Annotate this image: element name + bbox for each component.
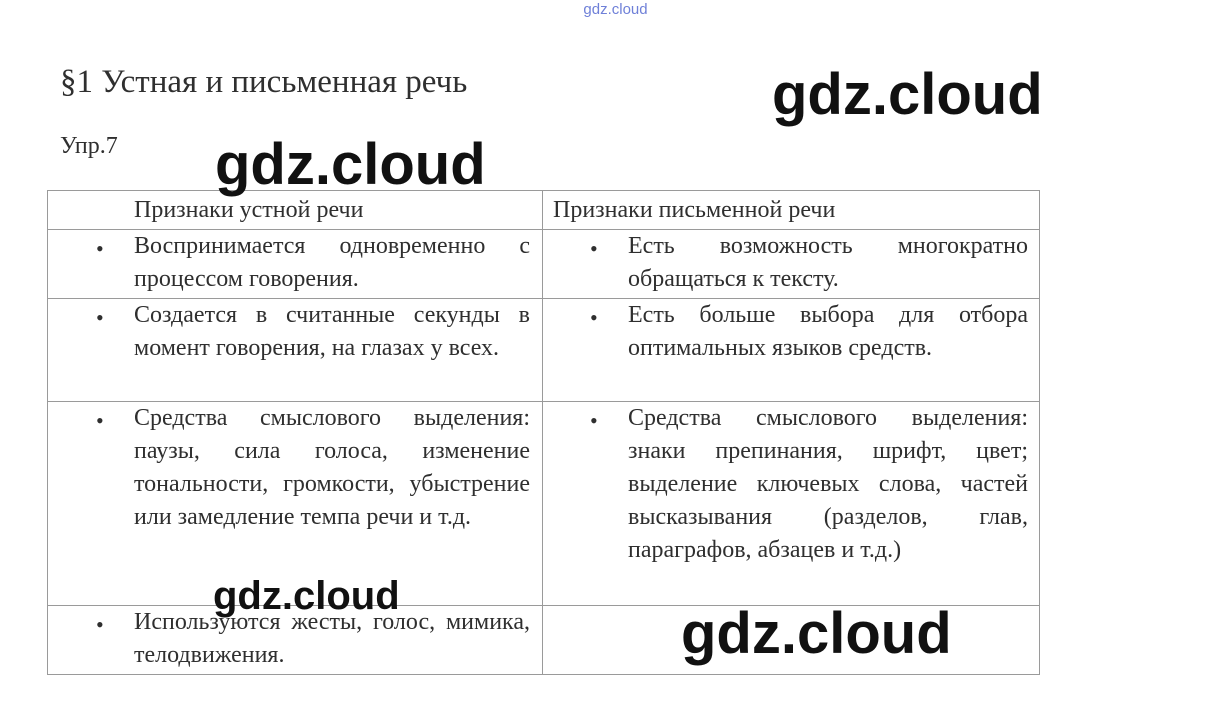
written-cell xyxy=(543,402,1040,606)
table-row xyxy=(48,230,1040,299)
bullet-icon: • xyxy=(590,408,598,433)
table-row xyxy=(48,299,1040,402)
bullet-icon: • xyxy=(96,408,104,433)
cell-text: Воспринимается одновременно с процессом говорения. xyxy=(134,233,530,292)
watermark-logo: gdz.cloud xyxy=(215,132,486,197)
cell-text: Создается в считанные секунды в момент говорения, на глазах у всех. xyxy=(134,302,530,361)
cell-text: Есть возможность многократно обращаться к тексту. xyxy=(628,233,1028,292)
bullet-icon: • xyxy=(96,236,104,261)
bullet-icon: • xyxy=(96,612,104,637)
written-cell xyxy=(543,230,1040,299)
oral-cell xyxy=(48,299,543,402)
cell-text: Используются жесты, голос, мимика, телодвижения. xyxy=(134,609,530,668)
oral-cell xyxy=(48,230,543,299)
written-cell xyxy=(543,299,1040,402)
cell-text: Средства смыслового выделения: паузы, сила голоса, изменение тональности, громкости, убыстрение или замедление темпа речи и т.д. xyxy=(134,405,530,530)
watermark-logo: gdz.cloud xyxy=(213,574,400,618)
cell-text: Есть больше выбора для отбора оптимальных языков средств. xyxy=(628,302,1028,361)
watermark-top: gdz.cloud xyxy=(583,1,648,18)
watermark-logo: gdz.cloud xyxy=(772,62,1043,127)
table-row xyxy=(48,402,1040,606)
table-header-row xyxy=(48,191,1040,230)
cell-text: Средства смыслового выделения: знаки препинания, шрифт, цвет; выделение ключевых слова, частей высказывания (разделов, глав, параграфов, абзацев и т.д.) xyxy=(628,405,1028,563)
column-header-written: Признаки письменной речи xyxy=(543,191,1040,230)
exercise-label: Упр.7 xyxy=(60,133,118,159)
page-title: §1 Устная и письменная речь xyxy=(60,64,468,100)
bullet-icon: • xyxy=(590,236,598,261)
bullet-icon: • xyxy=(96,305,104,330)
watermark-logo: gdz.cloud xyxy=(681,601,952,666)
bullet-icon: • xyxy=(590,305,598,330)
column-header-oral: Признаки устной речи xyxy=(48,191,543,230)
